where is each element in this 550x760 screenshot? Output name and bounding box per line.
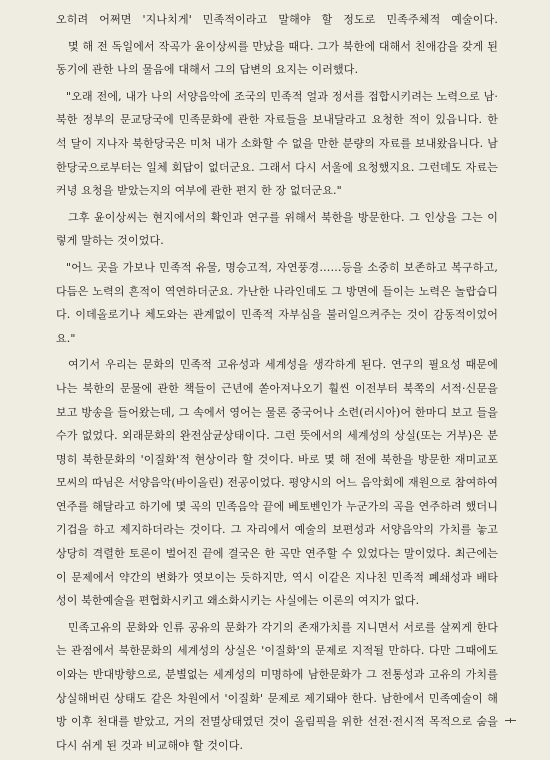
corner-mark-vertical [510,718,511,723]
paragraph-5: 민족고유의 문화와 인류 공유의 문화가 각기의 존재가치를 지니면서 서로를 살찌게 한다는 관점에서 북한문화의 세계성의 상실은 '이질화'의 문제로 지적될 만하다. 다만 그때에도 이와는 반대방향으로, 분별없는 세계성의 미명하에 남한문화가 그 전통성과 고유의 가치를 상실해버린 상태도 같은 차원에서 '이질화' 문제로 제기돼야 한다. 남한에서 민족예술이 해방 이후 천대를 받았고, 거의 전멸상태였던 것이 올림픽을 위한 선전·전시적 목적으로 숨을 다시 쉬게 된 것과 비교해야 할 것이다. [56,620,498,752]
corner-mark [505,718,517,724]
paragraph-4: 여기서 우리는 문화의 민족적 고유성과 세계성을 생각하게 된다. 연구의 필요성 때문에 나는 북한의 문물에 관한 책들이 근년에 쏟아져나오기 훨씬 이전부터 북쪽의 서적·신문을 보고 방송을 들어왔는데, 그 속에서 영어는 물론 중국어나 소련(러시아)어 한마디 보고 들을 수가 없었다. 외래문화의 완전삼균상태이다. 그런 뜻에서의 세계성의 상실(또는 거부)은 분명히 북한문화의 '이질화'적 현상이라 할 것이다. 바로 몇 해 전에 북한을 방문한 재미교포 모씨의 따님은 서양음악(바이올린) 전공이었다. 평양시의 어느 음악회에 재원으로 참여하여 연주를 해달라고 하기에 몇 곡의 민족음악 끝에 베토벤인가 누군가의 곡을 연주하려 했더니 기겁을 하고 제지하더라는 것이다. 그 자리에서 예술의 보편성과 서양음악의 가치를 놓고 상당히 격렬한 토론이 벌어진 끝에 결국은 한 곡만 연주할 수 있었다는 말이었다. 최근에는 이 문제에서 약간의 변화가 엿보이는 듯하지만, 역시 이같은 지나친 민족적 폐쇄성과 배타성이 북한예술을 편협화시키고 왜소화시키는 사실에는 이론의 여지가 없다. [56,358,498,608]
paragraph-3: 그후 윤이상씨는 현지에서의 확인과 연구를 위해서 북한을 방문한다. 그 인상을 그는 이렇게 말하는 것이었다. [56,210,498,248]
quoted-paragraph-2: "어느 곳을 가보나 민족적 유물, 명승고적, 자연풍경……등을 소중히 보존하고 복구하고, 다듬은 노력의 흔적이 역연하더군요. 가난한 나라인데도 그 방면에 들이는 노력은 놀랍습디다. 이데올로기나 체도와는 관계없이 민족적 자부심을 불러일으켜주는 것이 감동적이었어요." [56,260,498,345]
document-body [56,8,498,760]
paragraph-1: 오히려 어쩌면 '지나치게' 민족적이라고 말해야 할 정도로 민족주체적 예술이다. [56,13,498,26]
paragraph-2: 몇 해 전 독일에서 작곡가 윤이상씨를 만났을 때다. 그가 북한에 대해서 친애감을 갖게 된 동기에 관한 나의 물음에 대해서 그의 답변의 요지는 이러했다. [56,39,498,77]
quoted-paragraph-1: "오래 전에, 내가 나의 서양음악에 조국의 민족적 얼과 정서를 접합시키려는 노력으로 남·북한 정부의 문교당국에 민족문화에 관한 자료들을 보내달라고 요청한 적이 있읍니다. 한 석 달이 지나자 북한당국은 미처 내가 소화할 수 없을 만한 분량의 자료를 보내왔읍니다. 남한당국으로부터는 일체 회답이 없더군요. 그래서 다시 서울에 요청했지요. 그런데도 자료는커녕 요청을 받았는지의 여부에 관한 편지 한 장 없더군요." [56,89,498,198]
